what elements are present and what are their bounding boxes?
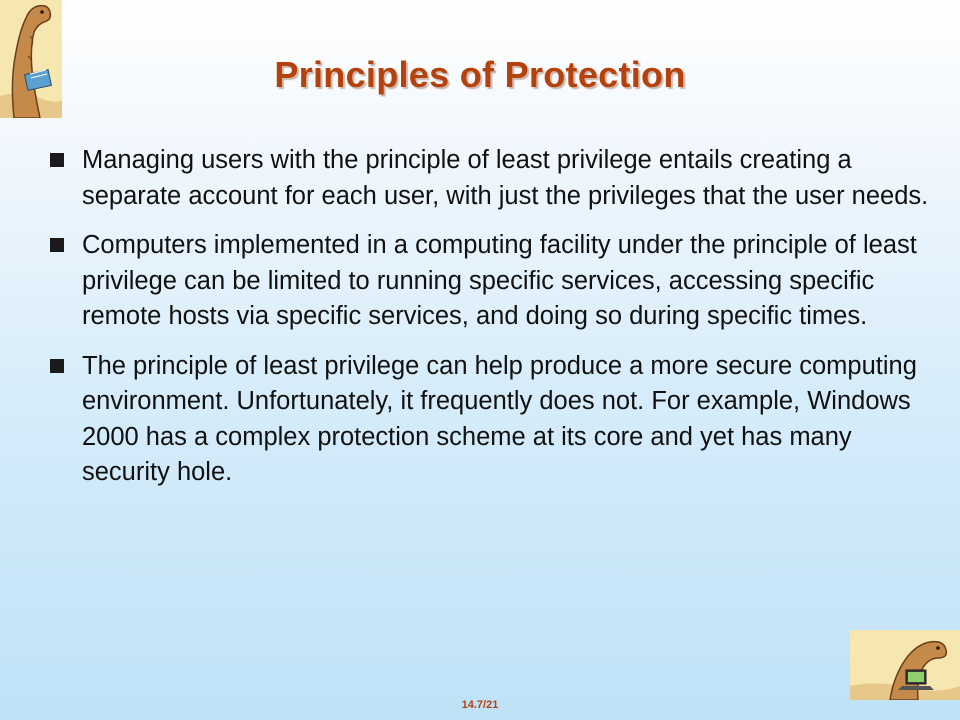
bullet-item	[50, 349, 930, 491]
square-bullet-icon	[50, 238, 64, 252]
bullet-item	[50, 228, 930, 335]
bullet-list	[50, 143, 930, 505]
dinosaur-laptop-illustration	[850, 630, 960, 700]
bullet-text: Computers implemented in a computing facility under the principle of least privilege can be limited to running specific services, accessing specific remote hosts via specific services, and doing so during specific times.	[82, 231, 917, 330]
bullet-text: Managing users with the principle of least privilege entails creating a separate account for each user, with just the privileges that the user needs.	[82, 146, 929, 210]
slide-title: Principles of Protection	[274, 54, 686, 96]
page-number: 14.7/21	[461, 699, 499, 711]
bullet-item	[50, 143, 930, 214]
square-bullet-icon	[50, 359, 64, 373]
bullet-text: The principle of least privilege can help produce a more secure computing environment. Unfortunately, it frequently does not. For example, Windows 2000 has a complex protection scheme at its core and yet has many security hole.	[82, 351, 917, 486]
square-bullet-icon	[50, 153, 64, 167]
